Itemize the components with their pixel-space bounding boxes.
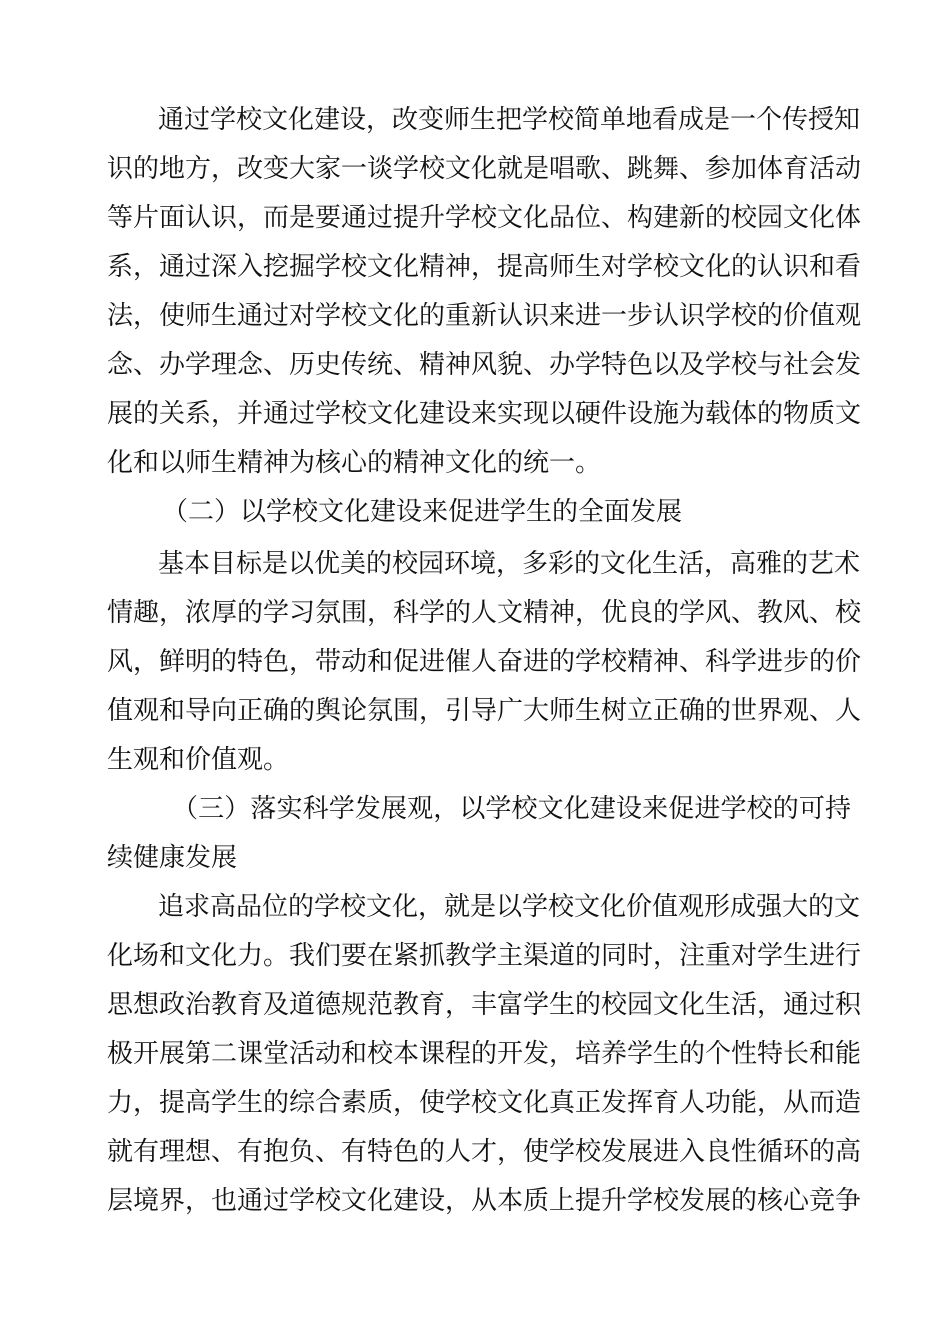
- paragraph-3-line-2: 化场和文化力。我们要在紧抓教学主渠道的同时，注重对学生进行: [107, 941, 862, 971]
- paragraph-3-line-7: 层境界，也通过学校文化建设，从本质上提升学校发展的核心竞争: [107, 1186, 862, 1216]
- paragraph-2-line-3: 风，鲜明的特色，带动和促进催人奋进的学校精神、科学进步的价: [107, 647, 862, 677]
- paragraph-3-line-4: 极开展第二课堂活动和校本课程的开发，培养学生的个性特长和能: [107, 1039, 862, 1069]
- paragraph-2-line-2: 情趣，浓厚的学习氛围，科学的人文精神，优良的学风、教风、校: [107, 598, 862, 628]
- paragraph-1-line-1: 通过学校文化建设，改变师生把学校简单地看成是一个传授知: [158, 105, 861, 135]
- paragraph-3-line-6: 就有理想、有抱负、有特色的人才，使学校发展进入良性循环的高: [107, 1137, 862, 1167]
- paragraph-2-line-4: 值观和导向正确的舆论氛围，引导广大师生树立正确的世界观、人: [107, 696, 862, 726]
- paragraph-3-line-5: 力，提高学生的综合素质，使学校文化真正发挥育人功能，从而造: [107, 1088, 862, 1118]
- section-heading-3-line-1: （三）落实科学发展观，以学校文化建设来促进学校的可持: [172, 794, 851, 824]
- paragraph-1-line-2: 识的地方，改变大家一谈学校文化就是唱歌、跳舞、参加体育活动: [107, 154, 862, 184]
- paragraph-1-line-8: 化和以师生精神为核心的精神文化的统一。: [107, 448, 602, 478]
- paragraph-2-line-1: 基本目标是以优美的校园环境，多彩的文化生活，高雅的艺术: [158, 549, 861, 579]
- paragraph-1-line-5: 法，使师生通过对学校文化的重新认识来进一步认识学校的价值观: [107, 301, 862, 331]
- paragraph-3-line-3: 思想政治教育及道德规范教育，丰富学生的校园文化生活，通过积: [107, 990, 862, 1020]
- paragraph-1-line-7: 展的关系，并通过学校文化建设来实现以硬件设施为载体的物质文: [107, 399, 862, 429]
- paragraph-1-line-4: 系，通过深入挖掘学校文化精神，提高师生对学校文化的认识和看: [107, 252, 862, 282]
- paragraph-3-line-1: 追求高品位的学校文化，就是以学校文化价值观形成强大的文: [158, 892, 861, 922]
- paragraph-1-line-3: 等片面认识，而是要通过提升学校文化品位、构建新的校园文化体: [107, 203, 862, 233]
- section-heading-3-line-2: 续健康发展: [107, 843, 238, 873]
- section-heading-2: （二）以学校文化建设来促进学生的全面发展: [162, 497, 683, 527]
- paragraph-1-line-6: 念、办学理念、历史传统、精神风貌、办学特色以及学校与社会发: [107, 350, 862, 380]
- paragraph-2-line-5: 生观和价值观。: [107, 745, 290, 775]
